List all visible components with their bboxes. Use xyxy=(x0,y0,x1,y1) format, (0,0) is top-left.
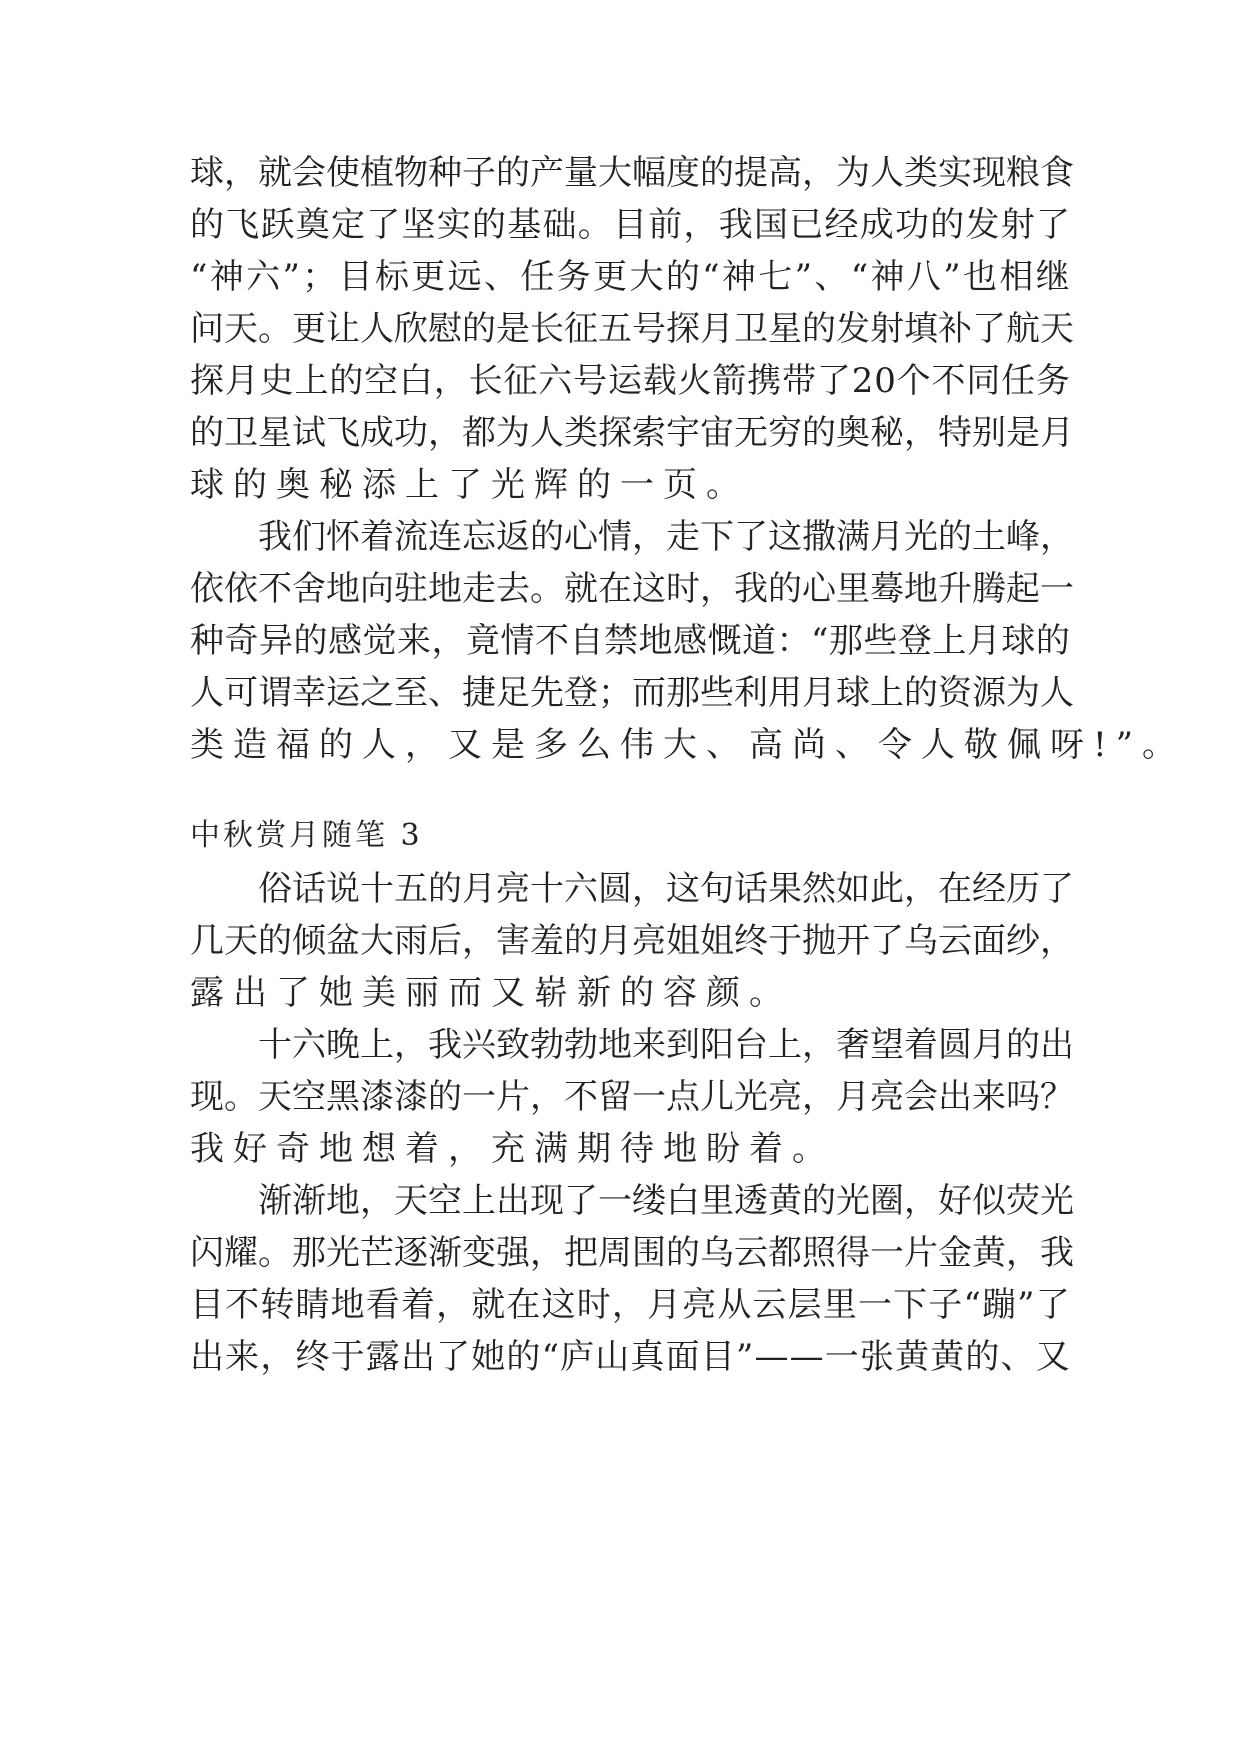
text-line: 人 可 谓 幸 运 之 至 、 捷 足 先 登 ； 而 那 些 利 用 月 球 上 的 资 源 为 人 xyxy=(190,673,1074,713)
text-line: 现 。 天 空 黑 漆 漆 的 一 片 ， 不 留 一 点 儿 光 亮 ， 月 亮 会 出 来 吗 ？ xyxy=(190,1077,1074,1117)
section-title: 中秋赏月随笔 3 xyxy=(190,818,423,853)
text-line: 问 天 。 更 让 人 欣 慰 的 是 长 征 五 号 探 月 卫 星 的 发 射 填 补 了 航 天 xyxy=(190,309,1074,349)
text-line: 几 天 的 倾 盆 大 雨 后 ， 害 羞 的 月 亮 姐 姐 终 于 抛 开 了 乌 云 面 纱 ， xyxy=(190,921,1074,961)
text-line: 探 月 史 上 的 空 白 ， 长 征 六 号 运 载 火 箭 携 带 了 2 0 个 不 同 任 务 xyxy=(190,361,1070,401)
text-line: 十 六 晚 上 ， 我 兴 致 勃 勃 地 来 到 阳 台 上 ， 奢 望 着 圆 月 的 出 xyxy=(258,1025,1074,1065)
text-line: 出 来 ， 终 于 露 出 了 她 的 “ 庐 山 真 面 目 ” — — 一 张 黄 黄 的 、 又 xyxy=(190,1337,1070,1377)
text-line: 闪 耀 。 那 光 芒 逐 渐 变 强 ， 把 周 围 的 乌 云 都 照 得 一 片 金 黄 ， 我 xyxy=(190,1233,1074,1273)
text-line: 球 ， 就 会 使 植 物 种 子 的 产 量 大 幅 度 的 提 高 ， 为 人 类 实 现 粮 食 xyxy=(190,153,1074,193)
text-line: 俗 话 说 十 五 的 月 亮 十 六 圆 ， 这 句 话 果 然 如 此 ， 在 经 历 了 xyxy=(258,869,1074,909)
text-line: 露出了她美丽而又崭新的容颜。 xyxy=(190,973,792,1013)
text-line: 球的奥秘添上了光辉的一页。 xyxy=(190,465,749,505)
text-line: 的 卫 星 试 飞 成 功 ， 都 为 人 类 探 索 宇 宙 无 穷 的 奥 秘 ， 特 别 是 月 xyxy=(190,413,1074,453)
text-line: 的 飞 跃 奠 定 了 坚 实 的 基 础 。 目 前 ， 我 国 已 经 成 功 的 发 射 了 xyxy=(190,205,1070,245)
text-line: 依 依 不 舍 地 向 驻 地 走 去 。 就 在 这 时 ， 我 的 心 里 蓦 地 升 腾 起 一 xyxy=(190,569,1074,609)
text-line: 渐 渐 地 ， 天 空 上 出 现 了 一 缕 白 里 透 黄 的 光 圈 ， 好 似 荧 光 xyxy=(258,1181,1074,1221)
text-line: 类造福的人，又是多么伟大、高尚、令人敬佩呀!”。 xyxy=(190,725,1186,765)
text-line: 目 不 转 睛 地 看 着 ， 就 在 这 时 ， 月 亮 从 云 层 里 一 下 子 “ 蹦 ” 了 xyxy=(190,1285,1070,1325)
text-line: 种 奇 异 的 感 觉 来 ， 竟 情 不 自 禁 地 感 慨 道 ： “ 那 些 登 上 月 球 的 xyxy=(190,621,1070,661)
text-line: 我好奇地想着，充满期待地盼着。 xyxy=(190,1129,835,1169)
text-line: “ 神 六 ” ； 目 标 更 远 、 任 务 更 大 的 “ 神 七 ” 、 “ 神 八 ” 也 相 继 xyxy=(190,257,1070,297)
text-line: 我 们 怀 着 流 连 忘 返 的 心 情 ， 走 下 了 这 撒 满 月 光 的 土 峰 ， xyxy=(258,517,1074,557)
